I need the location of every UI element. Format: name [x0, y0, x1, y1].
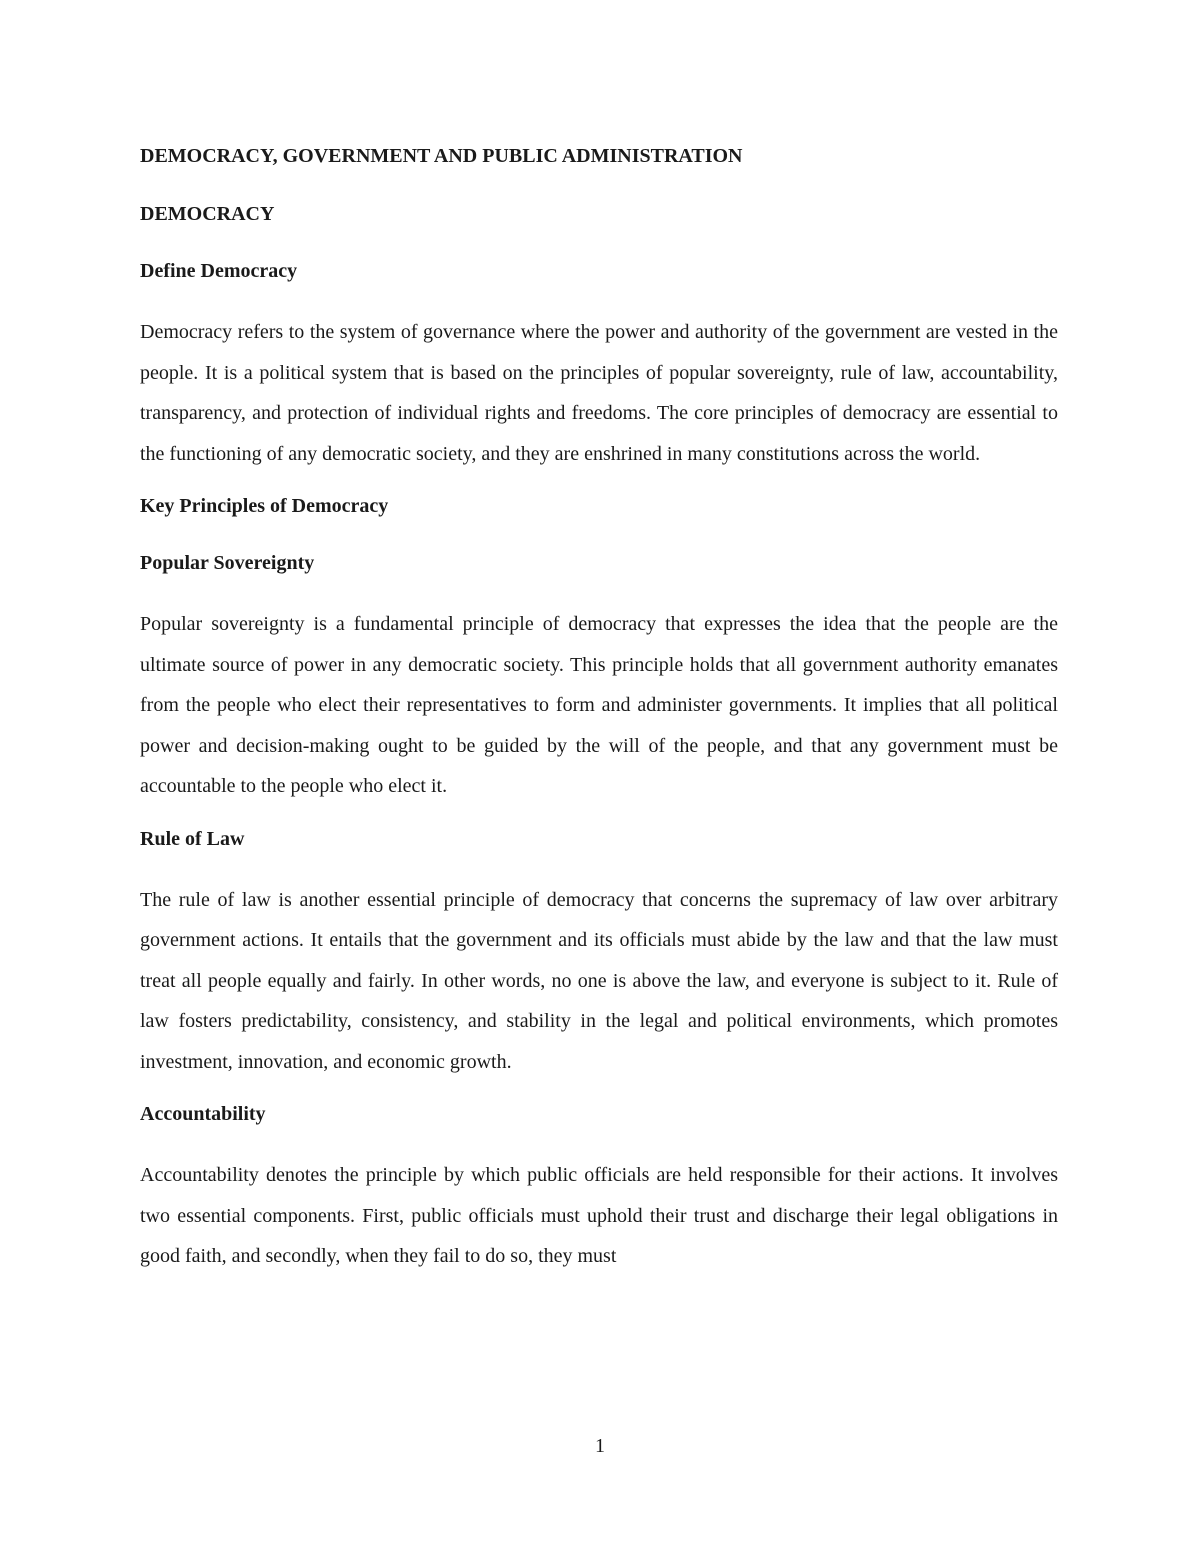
paragraph-rule-of-law: The rule of law is another essential principle of democracy that concerns the supremacy of law over arbitrary government actions. It entails that the government and its officials must abide by the law and that the law must treat all people equally and fairly. In other words, no one is above the law, and everyone is subject to it. Rule of law fosters predictability, consistency, and stability in the legal and political environments, which promotes investment, innovation, and economic growth.: [140, 888, 1058, 1073]
subheading-popular-sovereignty: Popular Sovereignty: [140, 552, 315, 574]
subheading-key-principles: Key Principles of Democracy: [140, 495, 389, 517]
subheading-define-democracy: Define Democracy: [140, 260, 298, 282]
paragraph-define-democracy: Democracy refers to the system of governance where the power and authority of the government are vested in the people. It is a political system that is based on the principles of popular sovereignty, rule of law, accountability, transparency, and protection of individual rights and freedoms. The core principles of democracy are essential to the functioning of any democratic society, and they are enshrined in many constitutions across the world.: [140, 321, 1058, 465]
document-title: DEMOCRACY, GOVERNMENT AND PUBLIC ADMINISTRATION: [140, 145, 743, 167]
paragraph-popular-sovereignty: Popular sovereignty is a fundamental principle of democracy that expresses the idea that the people are the ultimate source of power in any democratic society. This principle holds that all government authority emanates from the people who elect their representatives to form and administer governments. It implies that all political power and decision-making ought to be guided by the will of the people, and that any government must be accountable to the people who elect it.: [140, 613, 1058, 797]
subheading-accountability: Accountability: [140, 1103, 266, 1125]
subheading-rule-of-law: Rule of Law: [140, 827, 245, 850]
paragraph-accountability: Accountability denotes the principle by which public officials are held responsible for their actions. It involves two essential components. First, public officials must uphold their trust and discharge their legal obligations in good faith, and secondly, when they fail to do so, they must: [140, 1164, 1058, 1267]
page-number: 1: [595, 1435, 605, 1457]
document-body: [140, 140, 1058, 1293]
section-heading-democracy: DEMOCRACY: [140, 203, 275, 225]
